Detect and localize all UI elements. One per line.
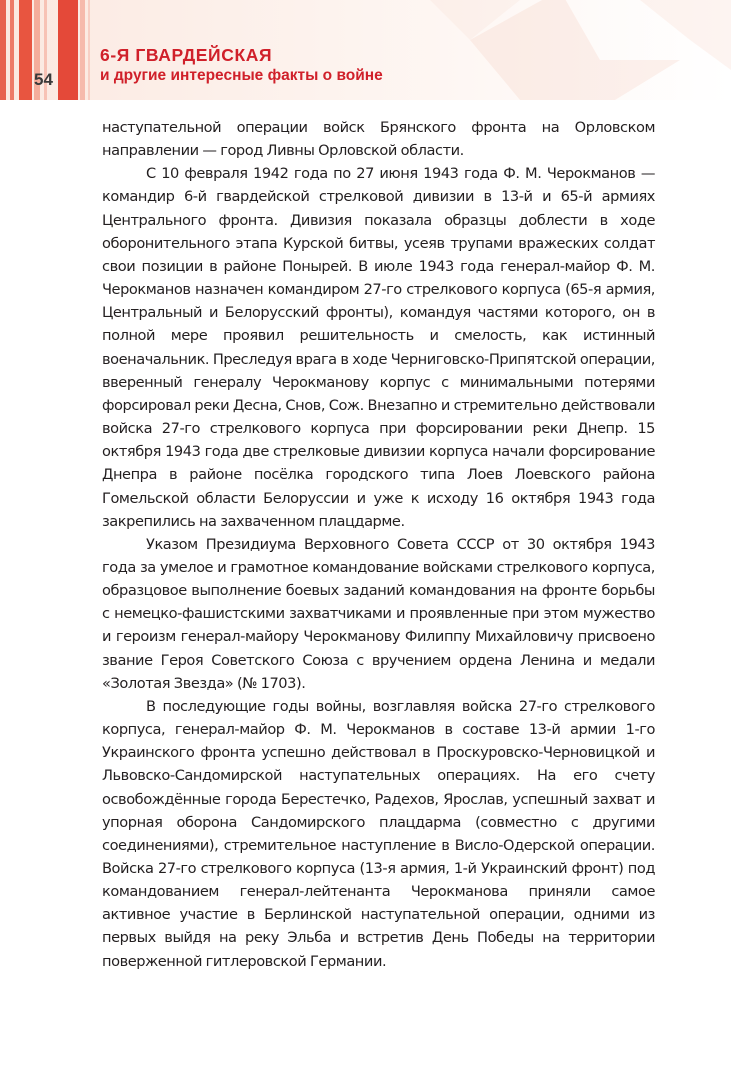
- decor-shape: [640, 0, 731, 70]
- paragraph: В последующие годы войны, возглавляя войска 27-го стрелкового корпуса, генерал-майор Ф. М. Черокманов в составе 13-й армии 1-го Украинского фронта успешно действовал в Проскуровско-Черновицкой и Львовско-Сандомирской наступательных операциях. На его счету освобождённые города Берестечко, Радехов, Ярослав, успешный захват и упорная оборона Сандомирского плацдарма (совместно с другими соединениями), стремительное наступление в Висло-Одерской операции. Войска 27-го стрелкового корпуса (13-я армия, 1-й Украинский фронт) под командованием генерал-лейтенанта Черокманова приняли самое активное участие в Берлинской наступательной операции, одними из первых выйдя на реку Эльба и встретив День Победы на территории поверженной гитлеровской Германии.: [102, 697, 655, 970]
- header-star-motif: [430, 0, 731, 100]
- stripe: [10, 0, 14, 100]
- paragraph: С 10 февраля 1942 года по 27 июня 1943 года Ф. М. Черокманов — командир 6-й гвардейской стрелковой дивизии в 13-й и 65-й армиях Центрального фронта. Дивизия показала образцы доблести в ходе оборонительного этапа Курской битвы, усеяв трупами вражеских солдат свои позиции в районе Поныpей. В июле 1943 года генерал-майор Ф. М. Черокманов назначен командиром 27-го стрелкового корпуса (65-я армия, Центральный и Белорусский фронты), командуя частями которого, он в полной мере проявил решительность и смелость, как истинный военачальник. Преследуя врага в ходе Черниговско-Припятской операции, вверенный генералу Черокманову корпус с минимальными потерями форсировал реки Десна, Снов, Сож. Внезапно и стремительно действовали войска 27-го стрелкового корпуса при форсировании реки Днепр. 15 октября 1943 года две стрелковые дивизии корпуса начали форсирование Днепра в районе посёлка городского типа Лоев Лоевского района Гомельской области Белоруссии и уже к исходу 16 октября 1943 года закрепились на захваченном плацдарме.: [102, 165, 656, 530]
- decor-shape: [470, 0, 680, 100]
- body-text: [102, 116, 655, 973]
- running-header-subtitle: и другие интересные факты о войне: [100, 67, 383, 84]
- stripe: [80, 0, 85, 100]
- running-header: [100, 46, 383, 85]
- stripe: [0, 0, 6, 100]
- stripe: [19, 0, 32, 100]
- running-header-title: 6-Я ГВАРДЕЙСКАЯ: [100, 45, 273, 65]
- page-number: 54: [34, 70, 53, 89]
- paragraph: Указом Президиума Верховного Совета СССР от 30 октября 1943 года за умелое и грамотное командование войсками стрелкового корпуса, образцовое выполнение боевых заданий командования на фронте борьбы с немецко-фашистскими захватчиками и проявленные при этом мужество и героизм генерал-майору Черокманову Филиппу Михайловичу присвоено звание Героя Советского Союза с вручением ордена Ленина и медали «Золотая Звезда» (№ 1703).: [102, 535, 655, 692]
- paragraph-continuation: наступательной операции войск Брянского фронта на Орловском направлении — город Ливны Орловской области.: [102, 119, 655, 160]
- page-header: [0, 0, 731, 100]
- stripe: [58, 0, 78, 100]
- stripe: [88, 0, 90, 100]
